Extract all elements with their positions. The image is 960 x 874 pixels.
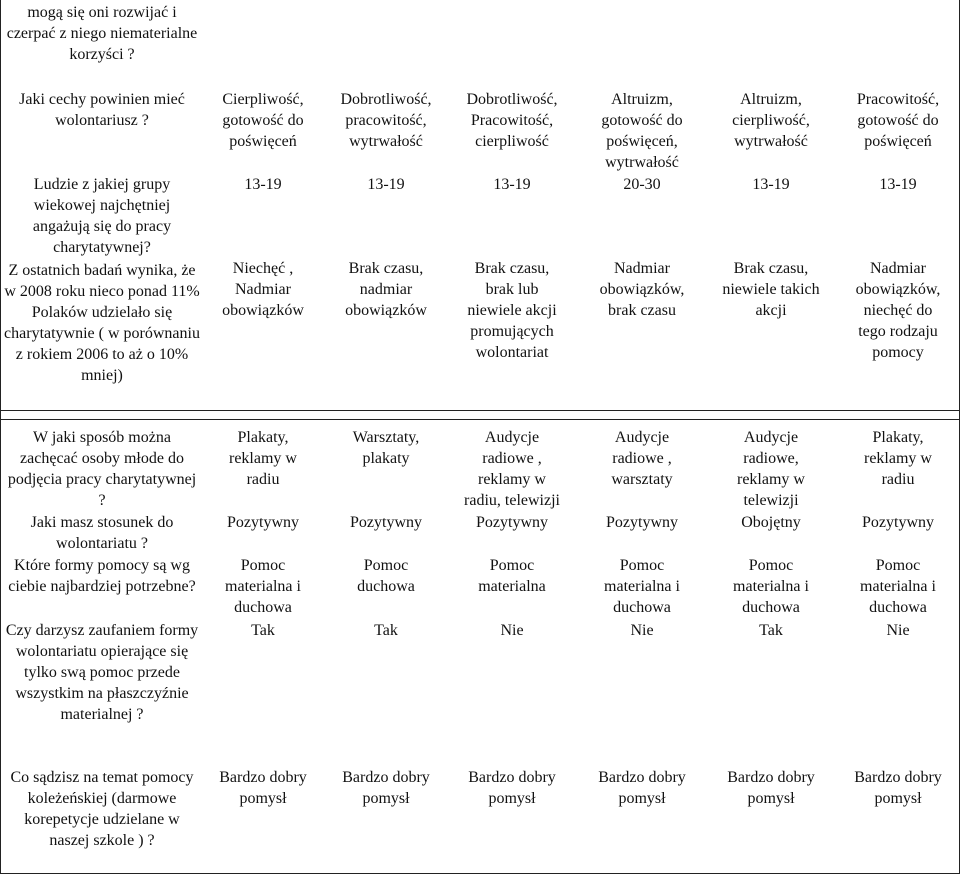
answer-cell: Nie <box>886 622 910 639</box>
answer-cell: Nadmiar obowiązków, niechęć do tego rodzaju pomocy <box>855 260 941 361</box>
answer-cell: Pomoc materialna <box>478 557 546 595</box>
answer-cell: Brak czasu, brak lub niewiele akcji promujących wolontariat <box>467 260 557 361</box>
answer-cell: Pozytywny <box>862 514 934 531</box>
answer-cell: Audycje radiowe, reklamy w telewizji <box>737 429 805 509</box>
answer-cell: Bardzo dobry pomysł <box>854 769 942 807</box>
answer-cell: Dobrotliwość, pracowitość, wytrwałość <box>340 91 432 150</box>
answer-cell: Plakaty, reklamy w radiu <box>864 429 932 488</box>
answer-cell: Altruizm, cierpliwość, wytrwałość <box>732 91 810 150</box>
answer-cell: Pozytywny <box>350 514 422 531</box>
answer-cell: Tak <box>251 622 275 639</box>
answer-cell: Obojętny <box>741 514 801 531</box>
question-traits: Jaki cechy powinien mieć wolontariusz ? <box>19 91 185 129</box>
answer-cell: Pozytywny <box>476 514 548 531</box>
answer-cell: Pomoc materialna i duchowa <box>860 557 936 616</box>
question-forms: Które formy pomocy są wg ciebie najbardziej potrzebne? <box>8 557 196 595</box>
answer-cell: Bardzo dobry pomysł <box>342 769 430 807</box>
question-peer-help: Co sądzisz na temat pomocy koleżeńskiej (darmowe korepetycje udzielane w naszej szkole ) ? <box>10 769 194 849</box>
question-trust: Czy darzysz zaufaniem formy wolontariatu opierające się tylko swą pomoc przede wszystkim na płaszczyźnie materialnej ? <box>5 622 199 723</box>
answer-cell: Cierpliwość, gotowość do poświęceń <box>222 91 304 150</box>
answer-cell: Niechęć , Nadmiar obowiązków <box>222 260 304 319</box>
question-research: Z ostatnich badań wynika, że w 2008 roku nieco ponad 11% Polaków udzielało się charytatywnie ( w porównaniu z rokiem 2006 to aż o 10% mniej) <box>4 262 200 384</box>
answer-cell: Bardzo dobry pomysł <box>598 769 686 807</box>
question-age-group: Ludzie z jakiej grupy wiekowej najchętniej angażują się do pracy charytatywnej? <box>32 176 172 256</box>
answer-cell: 20-30 <box>623 176 661 193</box>
answer-cell: Tak <box>759 622 783 639</box>
answer-cell: Pomoc duchowa <box>357 557 415 595</box>
answer-cell: Pozytywny <box>606 514 678 531</box>
answer-cell: Pracowitość, gotowość do poświęceń <box>856 91 940 150</box>
answer-cell: Nie <box>630 622 654 639</box>
answer-cell: Altruizm, gotowość do poświęceń, wytrwałość <box>601 91 683 171</box>
answer-cell: Bardzo dobry pomysł <box>727 769 815 807</box>
answer-cell: Dobrotliwość, Pracowitość, cierpliwość <box>466 91 558 150</box>
answer-cell: Pozytywny <box>227 514 299 531</box>
answer-cell: 13-19 <box>493 176 531 193</box>
answer-cell: 13-19 <box>879 176 917 193</box>
answer-cell: Pomoc materialna i duchowa <box>733 557 809 616</box>
answer-cell: 13-19 <box>367 176 405 193</box>
question-benefits: mogą się oni rozwijać i czerpać z niego niematerialne korzyści ? <box>6 4 198 63</box>
answer-cell: 13-19 <box>752 176 790 193</box>
answer-cell: Brak czasu, nadmiar obowiązków <box>345 260 427 319</box>
question-encourage: W jaki sposób można zachęcać osoby młode do podjęcia pracy charytatywnej ? <box>7 429 197 509</box>
answer-cell: Bardzo dobry pomysł <box>219 769 307 807</box>
answer-cell: Pomoc materialna i duchowa <box>225 557 301 616</box>
answer-cell: Brak czasu, niewiele takich akcji <box>722 260 820 319</box>
answer-cell: 13-19 <box>244 176 282 193</box>
answer-cell: Audycje radiowe , reklamy w radiu, telewizji <box>464 429 560 509</box>
answer-cell: Nie <box>500 622 524 639</box>
answer-cell: Pomoc materialna i duchowa <box>604 557 680 616</box>
answer-cell: Nadmiar obowiązków, brak czasu <box>599 260 685 319</box>
question-attitude: Jaki masz stosunek do wolontariatu ? <box>30 514 174 552</box>
answer-cell: Tak <box>374 622 398 639</box>
answer-cell: Bardzo dobry pomysł <box>468 769 556 807</box>
answer-cell: Plakaty, reklamy w radiu <box>229 429 297 488</box>
answer-cell: Warsztaty, plakaty <box>352 429 420 467</box>
answer-cell: Audycje radiowe , warsztaty <box>611 429 673 488</box>
